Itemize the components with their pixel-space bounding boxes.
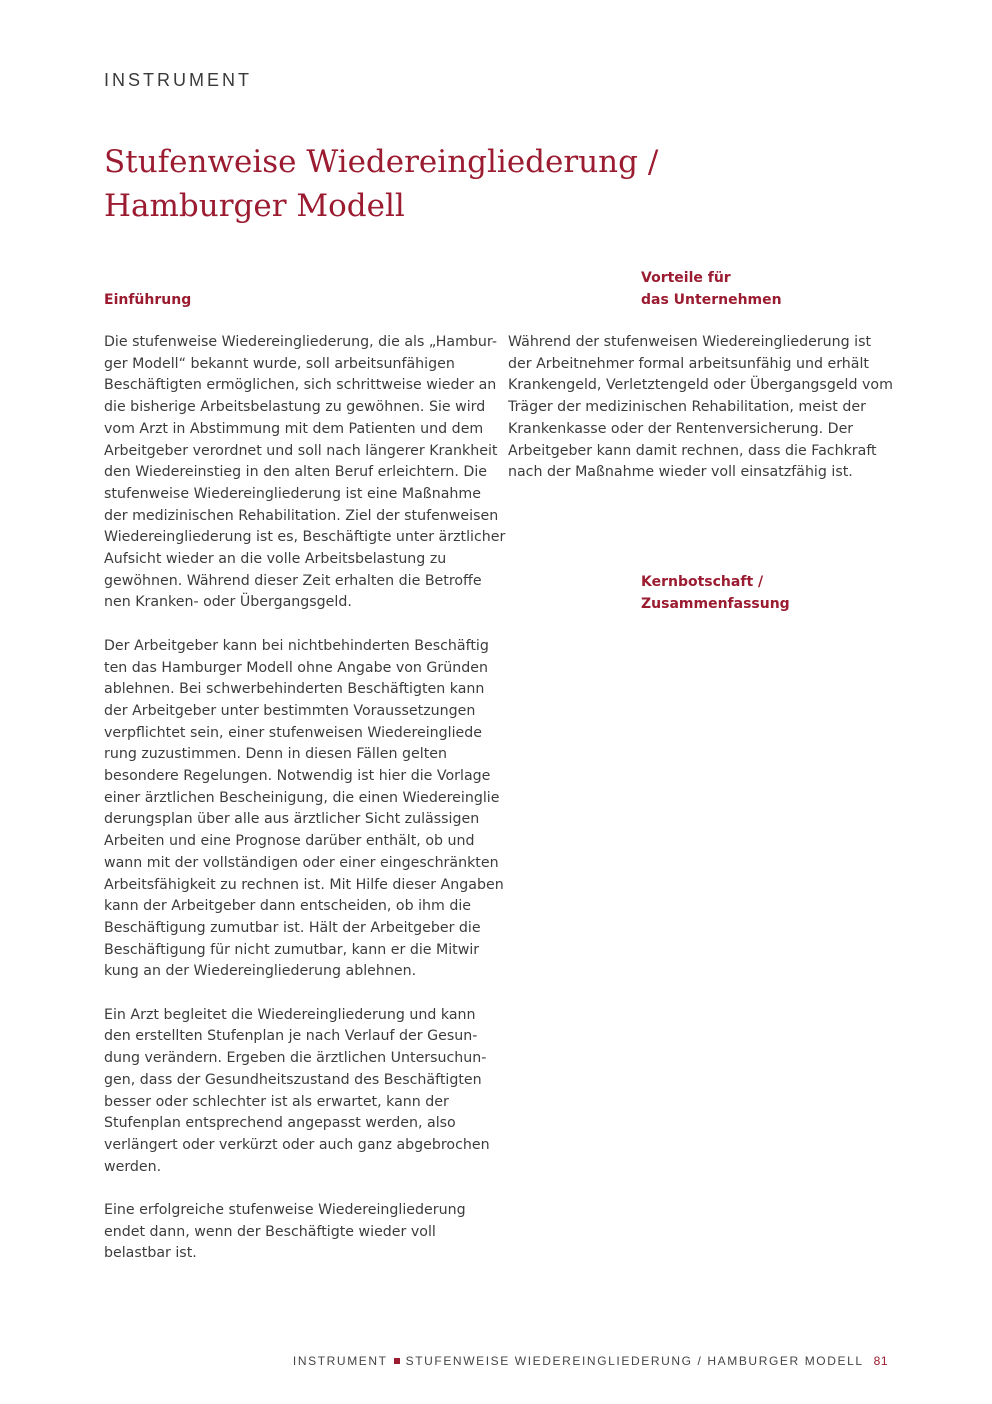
paragraph-1 <box>104 332 506 614</box>
text-line: Beschäftigung für nicht zumutbar, kann er die Mitwir <box>104 941 480 958</box>
paragraph-3 <box>104 1005 494 1179</box>
text-line: gewöhnen. Während dieser Zeit erhalten die Betroffe <box>104 572 482 589</box>
text-line: der medizinischen Rehabilitation. Ziel der stufenweisen <box>104 507 499 524</box>
text-line: kung an der Wiedereingliederung ablehnen. <box>104 963 417 980</box>
advantages-heading-line: Vorteile für <box>641 270 731 286</box>
text-line: die bisherige Arbeitsbelastung zu gewöhnen. Sie wird <box>104 399 486 416</box>
text-line: rung zuzustimmen. Denn in diesen Fällen gelten <box>104 746 447 763</box>
text-line: Stufenplan entsprechend angepasst werden, also <box>104 1115 456 1132</box>
text-line: Arbeitsfähigkeit zu rechnen ist. Mit Hilfe dieser Angaben <box>104 876 504 893</box>
bullet-square-icon <box>394 1358 400 1364</box>
text-line: Arbeitgeber verordnet und soll nach längerer Krankheit <box>104 442 498 459</box>
text-line: besondere Regelungen. Notwendig ist hier die Vorlage <box>104 768 491 785</box>
text-line: Ein Arzt begleitet die Wiedereingliederung und kann <box>104 1006 476 1023</box>
text-line: einer ärztlichen Bescheinigung, die einen Wiedereinglie <box>104 789 500 806</box>
text-line: Krankengeld, Verletztengeld oder Übergangsgeld vom <box>508 377 893 394</box>
text-line: verpflichtet sein, einer stufenweisen Wiedereingliede <box>104 724 483 741</box>
text-line: Wiedereingliederung ist es, Beschäftigte unter ärztlicher <box>104 529 506 546</box>
text-line: kann der Arbeitgeber dann entscheiden, ob ihm die <box>104 898 472 915</box>
text-line: besser oder schlechter ist als erwartet, kann der <box>104 1093 449 1110</box>
text-line: Aufsicht wieder an die volle Arbeitsbelastung zu <box>104 551 447 568</box>
text-line: werden. <box>104 1158 162 1175</box>
intro-body <box>104 332 506 1287</box>
footer-section: INSTRUMENT <box>292 1354 388 1368</box>
text-line: nen Kranken- oder Übergangsgeld. <box>104 594 352 611</box>
text-line: ablehnen. Bei schwerbehinderten Beschäftigten kann <box>104 681 485 698</box>
section-label: INSTRUMENT <box>104 70 252 90</box>
advantages-heading <box>641 267 782 311</box>
summary-heading-line: Zusammenfassung <box>641 596 790 612</box>
text-line: wann mit der vollständigen oder einer eingeschränkten <box>104 854 499 871</box>
text-line: Der Arbeitgeber kann bei nichtbehinderten Beschäftig <box>104 637 489 654</box>
intro-heading-text: Einführung <box>104 292 192 308</box>
text-line: ger Modell“ bekannt wurde, soll arbeitsunfähigen <box>104 355 455 372</box>
text-line: Während der stufenweisen Wiedereingliederung ist <box>508 334 872 350</box>
paragraph-2 <box>104 636 504 983</box>
text-line: Arbeiten und eine Prognose darüber enthält, ob und <box>104 833 475 850</box>
text-line: der Arbeitnehmer formal arbeitsunfähig und erhält <box>508 355 869 372</box>
page-title-line: Stufenweise Wiedereingliederung / <box>104 144 659 180</box>
page-title-line: Hamburger Modell <box>104 188 405 224</box>
page-footer <box>293 1354 888 1368</box>
text-line: Eine erfolgreiche stufenweise Wiedereingliederung <box>104 1202 466 1219</box>
intro-heading <box>104 289 191 311</box>
advantages-heading-line: das Unternehmen <box>641 292 782 308</box>
text-line: dung verändern. Ergeben die ärztlichen Untersuchun- <box>104 1050 487 1067</box>
advantages-body <box>508 332 893 484</box>
text-line: Beschäftigten ermöglichen, sich schrittweise wieder an <box>104 377 497 394</box>
text-line: Beschäftigung zumutbar ist. Hält der Arbeitgeber die <box>104 919 481 936</box>
summary-heading <box>641 571 790 615</box>
text-line: Die stufenweise Wiedereingliederung, die als „Hambur- <box>104 334 497 350</box>
text-line: gen, dass der Gesundheitszustand des Beschäftigten <box>104 1071 482 1088</box>
text-line: stufenweise Wiedereingliederung ist eine Maßnahme <box>104 485 481 502</box>
text-line: Träger der medizinischen Rehabilitation, meist der <box>508 399 866 416</box>
text-line: den erstellten Stufenplan je nach Verlauf der Gesun- <box>104 1028 478 1045</box>
summary-heading-line: Kernbotschaft / <box>641 574 764 590</box>
text-line: der Arbeitgeber unter bestimmten Voraussetzungen <box>104 702 476 719</box>
text-line: derungsplan über alle aus ärztlicher Sicht zulässigen <box>104 811 480 828</box>
text-line: Krankenkasse oder der Rentenversicherung. Der <box>508 420 854 437</box>
text-line: den Wiedereinstieg in den alten Beruf erleichtern. Die <box>104 464 488 481</box>
text-line: belastbar ist. <box>104 1245 197 1262</box>
page-title <box>104 140 704 228</box>
text-line: Arbeitgeber kann damit rechnen, dass die Fachkraft <box>508 442 877 459</box>
text-line: nach der Maßnahme wieder voll einsatzfähig ist. <box>508 464 853 481</box>
text-line: verlängert oder verkürzt oder auch ganz abgebrochen <box>104 1136 490 1153</box>
text-line: vom Arzt in Abstimmung mit dem Patienten und dem <box>104 420 484 437</box>
paragraph-4 <box>104 1200 494 1265</box>
text-line: ten das Hamburger Modell ohne Angabe von Gründen <box>104 659 488 676</box>
text-line: endet dann, wenn der Beschäftigte wieder voll <box>104 1223 436 1240</box>
page-number: 81 <box>873 1354 888 1368</box>
footer-topic: STUFENWEISE WIEDEREINGLIEDERUNG / HAMBURGER MODELL <box>405 1354 864 1368</box>
